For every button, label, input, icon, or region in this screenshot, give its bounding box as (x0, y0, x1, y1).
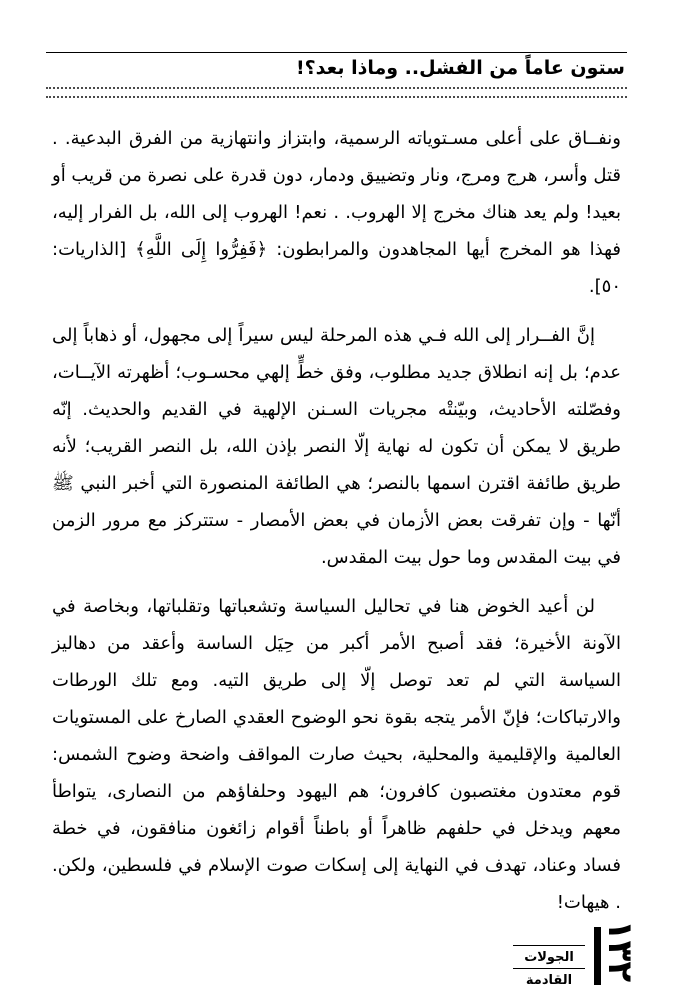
next-section-label (513, 945, 585, 985)
header-rule (46, 52, 627, 53)
paragraph: إنَّ الفــرار إلى الله فـي هذه المرحلة ليس سيراً إلى مجهول، أو ذهاباً إلى عدم؛ بل إنه انطلاق جديد مطلوب، وفق خطٍّ إلهي محسـوب؛ أظهرته الآيــات، وفصّلته الأحاديث، وبيّنتْه مجريات السـنن الإلهية في القديم والحديث. إنّه طريق لا يمكن أن تكون له نهاية إلّا النصر بإذن الله، بل النصر القريب؛ لأنه طريق طائفة اقترن اسمها بالنصر؛ هي الطائفة المنصورة التي أخبر النبي ﷺ أنّها - وإن تفرقت بعض الأزمان في بعض الأمصار - ستتركز مع مرور الزمن في بيت المقدس وما حول بيت المقدس. (52, 325, 621, 568)
header-dotted-rule (46, 87, 627, 89)
paragraph: ونفــاق على أعلى مسـتوياته الرسمية، وابتزاز وانتهازية من الفرق البدعية. . قتل وأسر، هرج ومرج، ونار وتضييق ودمار، دون قدرة على نصرة من قريب أو بعيد! ولم يعد هناك مخرج إلا الهروب. . نعم! الهروب إلى الله، بل الفرار إليه، فهذا هو المخرج أيها المجاهدون والمرابطون: ﴿فَفِرُّوا إِلَى اللَّهِ﴾ [الذاريات: ٥٠]. (52, 128, 621, 297)
next-section-label-line2: القادمة (513, 968, 585, 985)
page-body (52, 120, 621, 933)
paragraph: لن أعيد الخوض هنا في تحاليل السياسة وتشعباتها وتقلباتها، وبخاصة في الآونة الأخيرة؛ فقد أصبح الأمر أكبر من حِيَل الساسة وأعقد من دهاليز السياسة التي لم تعد توصل إلّا إلى طريق التيه. ومع تلك الورطات والارتباكات؛ فإنّ الأمر يتجه بقوة نحو الوضوح العقدي الصارخ على المستويات العالمية والإقليمية والمحلية، بحيث صارت المواقف واضحة وضوح الشمس: قوم معتدون مغتصبون كافرون؛ هم اليهود وحلفاؤهم من النصارى، يتواطأ معهم ويدخل في حلفهم ظاهراً أو باطناً أقوام زائغون منافقون، في خطة فساد وعناد، تهدف في النهاية إلى إسكات صوت الإسلام في فلسطين، ولكن. . هيهات! (52, 596, 621, 913)
next-section-label-line1: الجولات (513, 945, 585, 968)
chapter-title: ستون عاماً من الفشل.. وماذا بعد؟! (295, 57, 625, 79)
page-number: ١٣٢ (599, 919, 640, 983)
header-dotted-rule (46, 96, 627, 98)
